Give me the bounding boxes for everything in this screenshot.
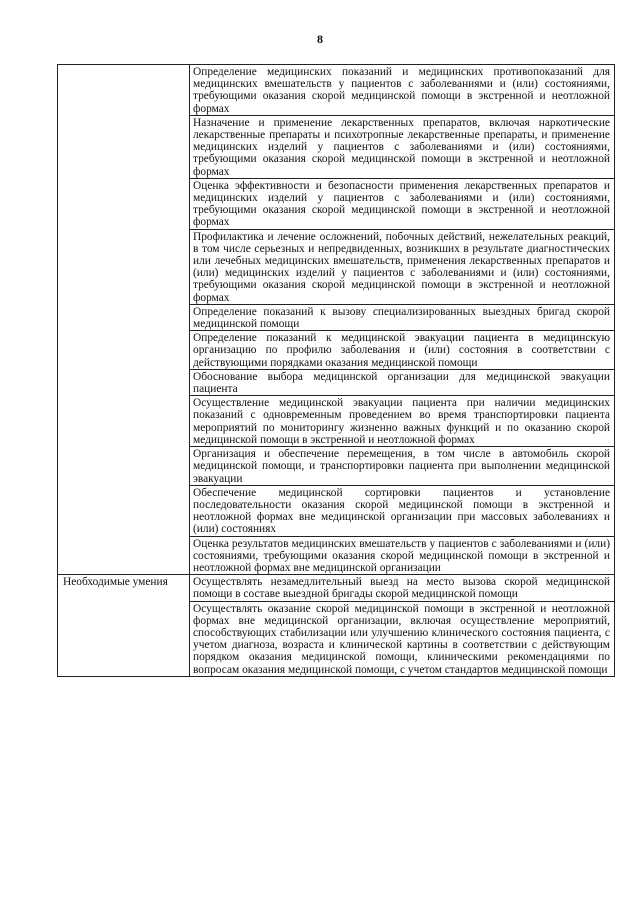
- table-row: [58, 575, 615, 601]
- table-cell: Профилактика и лечение осложнений, побочных действий, нежелательных реакций, в том числе серьезных и непредвиденных, возникших в результате диагностических или лечебных медицинских вмешательств, применения лекарственных препаратов и (или) медицинских изделий у пациентов с заболеваниями и (или) состояниями, требующими оказания скорой медицинской помощи в экстренной и неотложной формах: [190, 229, 615, 304]
- requirements-table: [57, 64, 615, 677]
- row-label-cell: [58, 575, 190, 677]
- table-row: [58, 65, 615, 116]
- table-cell: Организация и обеспечение перемещения, в том числе в автомобиль скорой медицинской помощи, и транспортировки пациента при выполнении медицинской эвакуации: [190, 447, 615, 486]
- table-cell: Осуществлять оказание скорой медицинской помощи в экстренной и неотложной формах вне медицинской организации, включая осуществление мероприятий, способствующих стабилизации или улучшению клинического состояния пациента, с учетом диагноза, возраста и клинической картины в соответствии с действующим порядком оказания медицинской помощи, клиническими рекомендациями по вопросам оказания медицинской помощи, с учетом стандартов медицинской помощи: [190, 601, 615, 676]
- table-cell: Назначение и применение лекарственных препаратов, включая наркотические лекарственные препараты и психотропные лекарственные препараты, и применение медицинских изделий у пациентов с заболеваниями и (или) состояниями, требующими оказания скорой медицинской помощи в экстренной и неотложной формах: [190, 115, 615, 178]
- table-cell: Определение показаний к медицинской эвакуации пациента в медицинскую организацию по профилю заболевания и (или) состояния в соответствии с действующими порядками оказания медицинской помощи: [190, 331, 615, 370]
- table-cell: Осуществлять незамедлительный выезд на место вызова скорой медицинской помощи в составе выездной бригады скорой медицинской помощи: [190, 575, 615, 601]
- table-cell: Определение показаний к вызову специализированных выездных бригад скорой медицинской помощи: [190, 304, 615, 330]
- row-label-cell: [58, 65, 190, 575]
- table-cell: Оценка эффективности и безопасности применения лекарственных препаратов и медицинских изделий у пациентов с заболеваниями и (или) состояниями, требующими оказания скорой медицинской помощи в экстренной и неотложной формах: [190, 178, 615, 229]
- page-number: 8: [317, 32, 323, 46]
- row-label: Необходимые умения: [63, 576, 168, 589]
- table-cell: Оценка результатов медицинских вмешательств у пациентов с заболеваниями и (или) состояниями, требующими оказания скорой медицинской помощи в экстренной и неотложной формах вне медицинской организации: [190, 536, 615, 575]
- table-cell: Определение медицинских показаний и медицинских противопоказаний для медицинских вмешательств у пациентов с заболеваниями и (или) состояниями, требующими оказания скорой медицинской помощи в экстренной и неотложной формах: [190, 65, 615, 116]
- table-cell: Обоснование выбора медицинской организации для медицинской эвакуации пациента: [190, 369, 615, 395]
- table-cell: Обеспечение медицинской сортировки пациентов и установление последовательности оказания скорой медицинской помощи в экстренной и неотложной формах вне медицинской организации при массовых заболеваниях и (или) состояниях: [190, 485, 615, 536]
- table-cell: Осуществление медицинской эвакуации пациента при наличии медицинских показаний с одновременным проведением во время транспортировки пациента мероприятий по мониторингу жизненно важных функций и по оказанию скорой медицинской помощи в экстренной и неотложной формах: [190, 396, 615, 447]
